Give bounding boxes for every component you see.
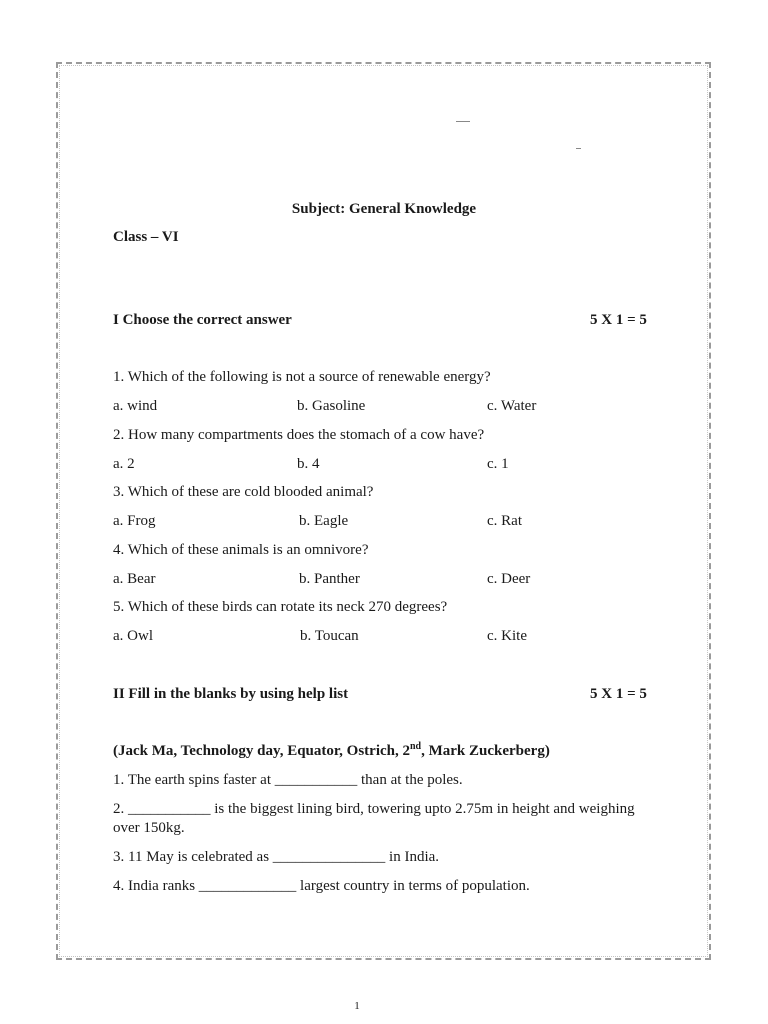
option-a: a. Frog [113, 513, 156, 529]
question-text: 3. Which of these are cold blooded animal? [113, 484, 374, 500]
option-b: b. Toucan [300, 628, 359, 644]
option-c: c. Deer [487, 571, 531, 587]
option-b: b. Gasoline [297, 398, 366, 414]
option-a: a. Owl [113, 628, 153, 644]
blank-item: 4. India ranks _____________ largest country in terms of population. [113, 878, 530, 894]
option-b: b. Eagle [299, 513, 349, 529]
class-label: Class – VI [113, 229, 179, 245]
question-text: 4. Which of these animals is an omnivore? [113, 542, 369, 558]
subject-title: Subject: General Knowledge [291, 201, 477, 217]
scan-speck [576, 148, 581, 149]
option-a: a. wind [113, 398, 158, 414]
option-b: b. Panther [299, 571, 360, 587]
blank-item: 3. 11 May is celebrated as _______________ in India. [113, 849, 440, 865]
help-list [113, 742, 550, 760]
option-c: c. Rat [487, 513, 522, 529]
section2-title: II Fill in the blanks by using help list [113, 686, 349, 702]
page-number: 1 [354, 1000, 360, 1012]
question-text: 1. Which of the following is not a source of renewable energy? [113, 369, 491, 385]
help-list-start: (Jack Ma, Technology day, Equator, Ostrich, 2 [113, 743, 410, 759]
help-list-end: , Mark Zuckerberg) [421, 743, 550, 759]
option-a: a. Bear [113, 571, 156, 587]
option-a: a. 2 [113, 456, 135, 472]
help-list-superscript: nd [409, 741, 422, 752]
option-c: c. 1 [487, 456, 509, 472]
section1-title: I Choose the correct answer [113, 312, 292, 328]
question-text: 2. How many compartments does the stomach of a cow have? [113, 427, 485, 443]
option-c: c. Kite [487, 628, 527, 644]
blank-item: 1. The earth spins faster at ___________ than at the poles. [113, 772, 463, 788]
blank-item: 2. ___________ is the biggest lining bird, towering upto 2.75m in height and weighing over 150kg. [113, 801, 635, 836]
section2-marks: 5 X 1 = 5 [590, 686, 647, 702]
question-text: 5. Which of these birds can rotate its neck 270 degrees? [113, 599, 448, 615]
option-b: b. 4 [297, 456, 320, 472]
option-c: c. Water [487, 398, 537, 414]
section1-marks: 5 X 1 = 5 [590, 312, 647, 328]
scan-speck [456, 121, 470, 122]
